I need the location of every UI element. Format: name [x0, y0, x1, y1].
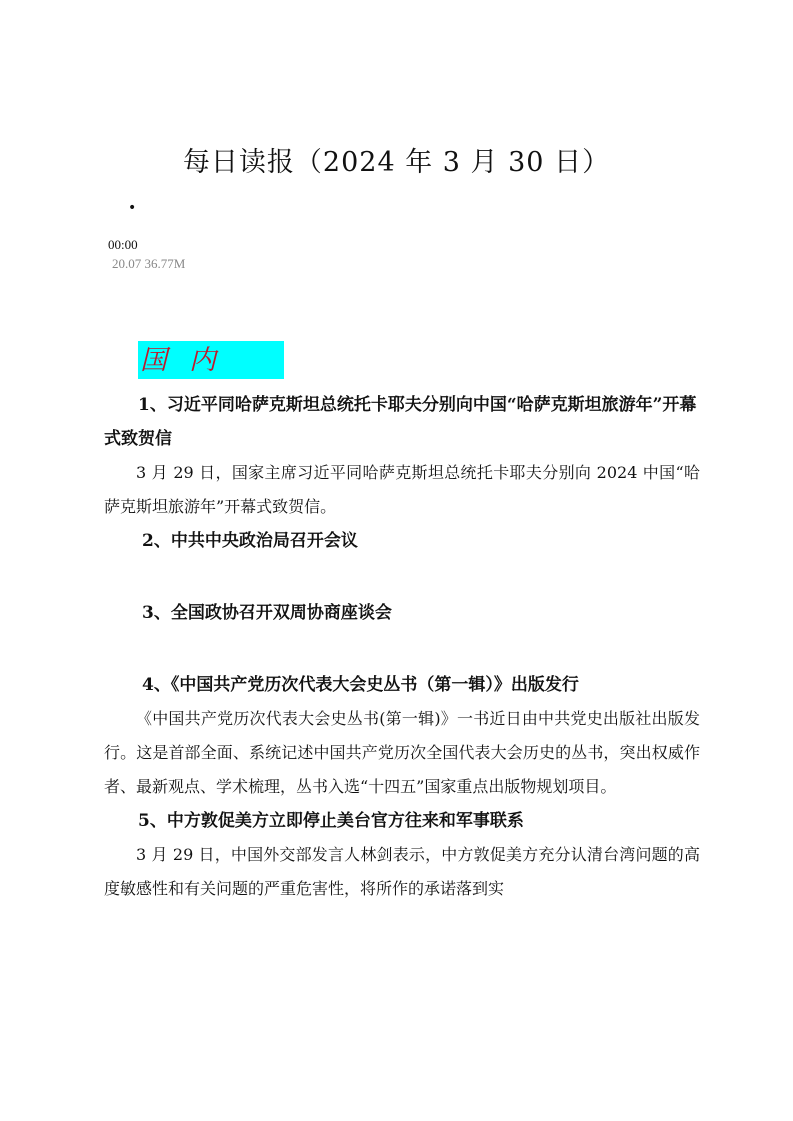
article-body-1: 3 月 29 日，国家主席习近平同哈萨克斯坦总统托卡耶夫分别向 2024 中国“哈萨克斯坦旅游年”开幕式致贺信。 — [104, 463, 700, 516]
article-body-5: 3 月 29 日，中国外交部发言人林剑表示，中方敦促美方充分认清台湾问题的高度敏感性和有关问题的严重危害性，将所作的承诺落到实 — [104, 845, 700, 898]
section-label-domestic: 国内 — [138, 341, 284, 379]
audio-meta: 20.07 36.77M — [112, 256, 186, 271]
article-headline-1: 1、习近平同哈萨克斯坦总统托卡耶夫分别向中国“哈萨克斯坦旅游年”开幕式致贺信 — [104, 395, 697, 449]
article-spacer-3 — [104, 630, 700, 668]
article-list — [104, 388, 700, 906]
article-headline-2: 2、中共中央政治局召开会议 — [142, 531, 358, 551]
article-headline-3: 3、全国政协召开双周协商座谈会 — [142, 603, 392, 623]
audio-time: 00:00 — [108, 237, 138, 252]
article-body-4: 《中国共产党历次代表大会史丛书(第一辑)》一书近日由中共党史出版社出版发行。这是首部全面、系统记述中国共产党历次全国代表大会历史的丛书，突出权威作者、最新观点、学术梳理，丛书入选“十四五”国家重点出版物规划项目。 — [104, 709, 700, 796]
article-spacer-2 — [104, 558, 700, 596]
article-headline-5: 5、中方敦促美方立即停止美台官方往来和军事联系 — [138, 811, 524, 831]
page-title: 每日读报（2024 年 3 月 30 日） — [182, 147, 611, 178]
bullet-marker: • — [128, 200, 137, 216]
article-headline-4: 4、《中国共产党历次代表大会史丛书（第一辑）》出版发行 — [142, 675, 579, 695]
